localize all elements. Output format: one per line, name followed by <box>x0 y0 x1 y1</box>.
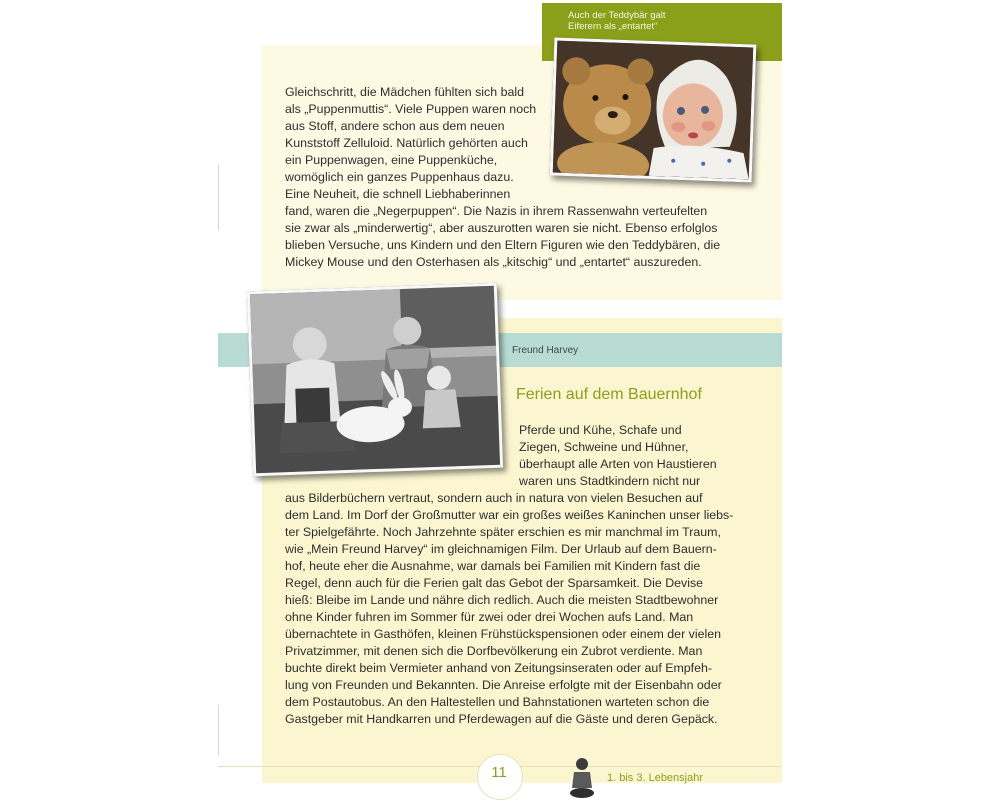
section2-intro: Pferde und Kühe, Schafe und Ziegen, Schweine und Hühner, überhaupt alle Arten von Haustieren waren uns Stadtkindern nicht nur <box>519 423 717 488</box>
section2-paragraph: aus Bilderbüchern vertraut, sondern auch in natura von vielen Besuchen auf dem Land. Im Dorf der Großmutter war ein großes weißes Kaninchen unser liebs- ter Spielgefährte. Noch Jahrzehnte später erschien es mir manchmal im Traum, wie „Mein Freund Harvey“ im gleichnamigen Film. Der Urlaub auf dem Bauern- hof, heute eher die Ausnahme, war damals bei Familien mit Kindern fast die Regel, denn auch für die Ferien galt das Gebot der Sparsamkeit. Die Devise hieß: Bleibe im Lande und nähre dich redlich. Auch die meisten Stadtbewohner ohne Kinder fuhren im Sommer für zwei oder drei Wochen aufs Land. Man übernachtete in Gasthöfen, kleinen Frühstückspensionen oder einem der vielen Privatzimmer, mit denen sich die Dorfbevölkerung ein Zubrot verdiente. Man buchte direkt beim Vermieter anhand von Zeitungsinseraten oder auf Empfeh- lung von Freunden und Bekannten. Die Anreise erfolgte mit der Eisenbahn oder dem Postautobus. An den Haltestellen und Bahnstationen warteten schon die Gastgeber mit Handkarren und Pferdewagen auf die Gäste und deren Gepäck. <box>285 491 734 726</box>
section-heading: Ferien auf dem Bauernhof <box>516 386 702 403</box>
margin-tick <box>218 165 219 230</box>
family-rabbit-photo <box>247 283 503 477</box>
family-rabbit-illustration <box>250 286 500 473</box>
chapter-label: 1. bis 3. Lebensjahr <box>607 772 704 784</box>
page-number: 11 <box>491 764 507 781</box>
margin-tick <box>218 705 219 755</box>
section1-paragraph: Gleichschritt, die Mädchen fühlten sich bald als „Puppenmuttis“. Viele Puppen waren noch aus Stoff, andere schon aus dem neuen Kunststoff Zelluloid. Natürlich gehörten auch ein Puppenwagen, eine Puppenküche, womöglich ein ganzes Puppenhaus dazu. Eine Neuheit, die schnell Liebhaberinnen fand, waren die „Negerpuppen“. Die Nazis in ihrem Rassenwahn verteufelten sie zwar als „minderwertig“, aber auszurotten waren sie nicht. Ebenso erfolglos blieben Versuche, uns Kindern und den Eltern Figuren wie den Teddybären, die Mickey Mouse und den Osterhasen als „kitschig“ und „entartet“ auszureden. <box>285 85 721 269</box>
harvey-caption: Freund Harvey <box>512 345 579 356</box>
teddy-caption: Auch der Teddybär galt Eiferern als „entartet“ <box>568 10 666 32</box>
child-figure-icon <box>568 756 596 800</box>
